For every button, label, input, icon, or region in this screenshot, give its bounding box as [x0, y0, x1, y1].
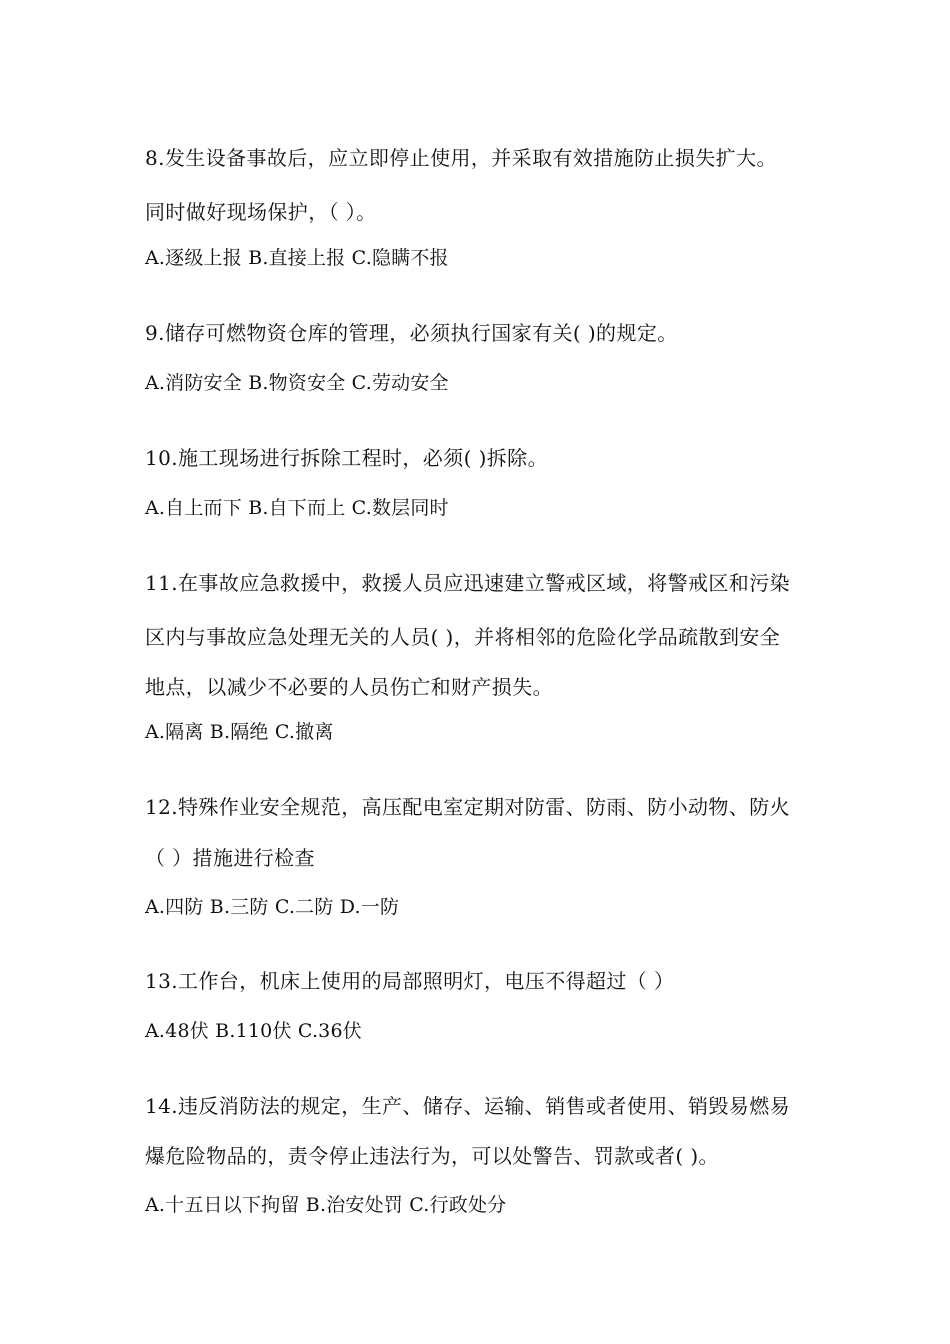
question-14-line-1: 14.违反消防法的规定，生产、储存、运输、销售或者使用、销毁易燃易 — [145, 1094, 791, 1118]
question-11-line-2: 区内与事故应急处理无关的人员( )，并将相邻的危险化学品疏散到安全 — [145, 625, 781, 649]
question-12-line-2: （ ）措施进行检查 — [145, 846, 315, 870]
question-11-line-1: 11.在事故应急救援中，救援人员应迅速建立警戒区域，将警戒区和污染 — [145, 571, 791, 595]
question-12-line-1: 12.特殊作业安全规范，高压配电室定期对防雷、防雨、防小动物、防火 — [145, 795, 791, 819]
question-10-options: A.自上而下 B.自下而上 C.数层同时 — [145, 497, 449, 519]
question-9-options: A.消防安全 B.物资安全 C.劳动安全 — [145, 372, 449, 394]
question-12-options: A.四防 B.三防 C.二防 D.一防 — [145, 896, 400, 918]
question-10-line-1: 10.施工现场进行拆除工程时，必须( )拆除。 — [145, 446, 548, 470]
question-8-options: A.逐级上报 B.直接上报 C.隐瞒不报 — [145, 247, 449, 269]
question-8-line-1: 8.发生设备事故后，应立即停止使用，并采取有效措施防止损失扩大。 — [145, 146, 777, 170]
question-14-line-2: 爆危险物品的，责令停止违法行为，可以处警告、罚款或者( )。 — [145, 1144, 719, 1168]
question-14-options: A.十五日以下拘留 B.治安处罚 C.行政处分 — [145, 1194, 507, 1216]
question-11-line-3: 地点，以减少不必要的人员伤亡和财产损失。 — [145, 675, 553, 699]
question-11-options: A.隔离 B.隔绝 C.撤离 — [145, 721, 334, 743]
question-13-line-1: 13.工作台，机床上使用的局部照明灯，电压不得超过（ ） — [145, 969, 675, 993]
question-9-line-1: 9.储存可燃物资仓库的管理，必须执行国家有关( )的规定。 — [145, 321, 678, 345]
question-8-line-2: 同时做好现场保护，（ ）。 — [145, 200, 377, 224]
question-13-options: A.48伏 B.110伏 C.36伏 — [145, 1020, 362, 1042]
